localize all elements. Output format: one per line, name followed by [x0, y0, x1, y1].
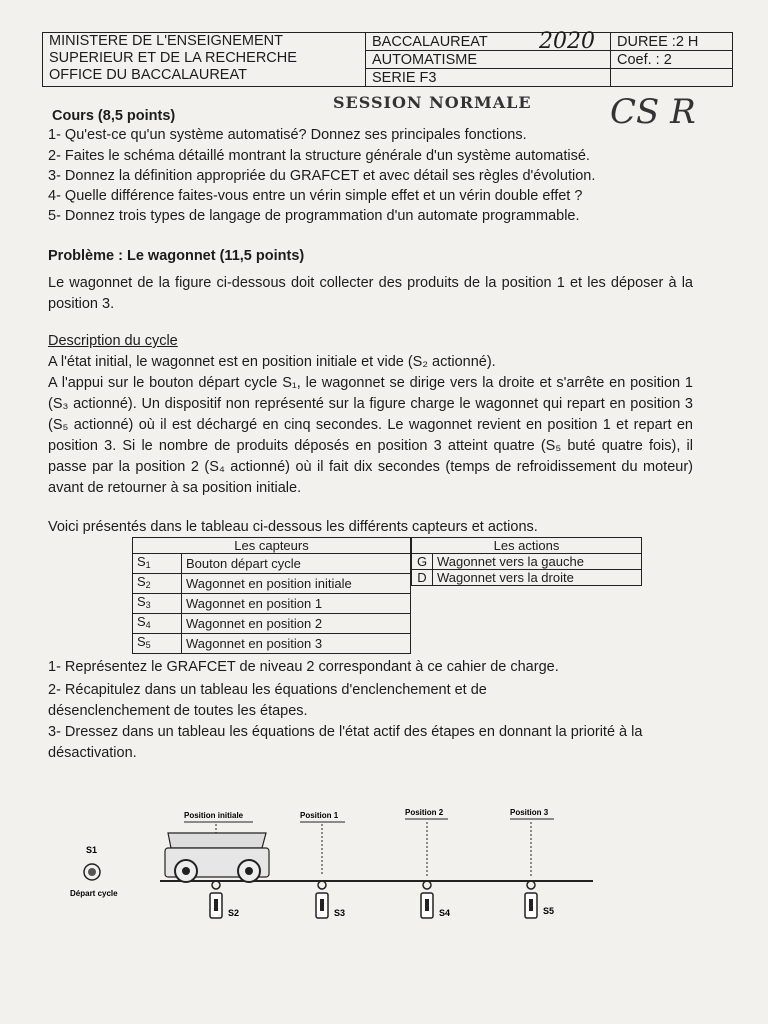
action-label: Wagonnet vers la droite — [433, 570, 642, 586]
ministry-line-1: MINISTERE DE L'ENSEIGNEMENT — [49, 33, 283, 49]
action-label: Wagonnet vers la gauche — [433, 554, 642, 570]
action-symbol: G — [412, 554, 433, 570]
capteurs-table — [132, 537, 411, 654]
table-row — [412, 554, 642, 570]
cycle-line-3: Voici présentés dans le tableau ci-dessous les différents capteurs et actions. — [48, 519, 538, 535]
cycle-line-1: A l'état initial, le wagonnet est en position initiale et vide (S₂ actionné). — [48, 354, 496, 370]
actions-table — [411, 537, 642, 586]
wagon-figure — [0, 780, 768, 930]
s1-label: S1 — [86, 845, 98, 855]
exam-cell: BACCALAUREAT — [366, 33, 611, 51]
header-table — [42, 32, 733, 87]
label-position-2: Position 2 — [405, 808, 444, 817]
capteurs-header: Les capteurs — [133, 538, 411, 554]
probleme-title: Problème : Le wagonnet (11,5 points) — [48, 248, 305, 264]
handwritten-year: 2020 — [539, 29, 595, 54]
handwritten-mark: CS R — [610, 92, 696, 132]
sensor-symbol: S — [137, 634, 146, 649]
sensor-symbol: S — [137, 574, 146, 589]
cours-title: Cours (8,5 points) — [52, 108, 176, 124]
sensor-index: 1 — [145, 560, 151, 570]
empty-cell — [611, 69, 733, 87]
s5-label: S5 — [543, 906, 555, 916]
ministry-line-2: SUPERIEUR ET DE LA RECHERCHE — [49, 50, 297, 66]
table-row — [412, 570, 642, 586]
depart-cycle-button — [70, 845, 118, 898]
label-position-1: Position 1 — [300, 811, 339, 820]
wagon — [165, 833, 269, 882]
ministry-cell — [43, 33, 366, 87]
table-row — [133, 594, 411, 614]
question-1: 1- Représentez le GRAFCET de niveau 2 correspondant à ce cahier de charge. — [48, 659, 559, 675]
cours-q5: 5- Donnez trois types de langage de programmation d'un automate programmable. — [48, 208, 580, 224]
sensor-label: Wagonnet en position 3 — [182, 634, 411, 654]
sensor-s2 — [210, 881, 239, 918]
cours-q1: 1- Qu'est-ce qu'un système automatisé? Donnez ses principales fonctions. — [48, 127, 527, 143]
subject-cell: AUTOMATISME — [366, 51, 611, 69]
session-stamp: SESSION NORMALE — [333, 93, 532, 112]
table-row — [133, 614, 411, 634]
s2-label: S2 — [228, 908, 240, 918]
cours-q3: 3- Donnez la définition appropriée du GRAFCET et avec détail ses règles d'évolution. — [48, 168, 596, 184]
cycle-paragraph: A l'appui sur le bouton départ cycle S₁, le wagonnet se dirige vers la droite et s'arrête en position 1 (S₃ actionné). Un dispositif non représenté sur la figure charge le wagonnet qui repart en position 3 (S₅ actionné) où il est déchargé en cinq secondes. Le wagonnet revient en position 1 et repart en position 3. Si le nombre de produits déposés en position 3 atteint quatre (S₅ buté quatre fois), il passe par la position 2 (S₄ actionné) où il fait dix secondes (temps de refroidissement du moteur) avant de retourner à sa position initiale. — [48, 375, 693, 496]
sensor-label: Wagonnet en position 2 — [182, 614, 411, 634]
depart-cycle-label: Départ cycle — [70, 889, 118, 898]
label-position-initiale: Position initiale — [184, 811, 244, 820]
s3-label: S3 — [334, 908, 346, 918]
table-row — [133, 574, 411, 594]
sensor-index: 5 — [145, 640, 151, 650]
label-position-3: Position 3 — [510, 808, 549, 817]
cours-q2: 2- Faites le schéma détaillé montrant la structure générale d'un système automatisé. — [48, 148, 590, 164]
sensor-s5 — [525, 881, 554, 918]
sensor-s4 — [421, 881, 450, 918]
sensor-index: 3 — [145, 600, 151, 610]
action-symbol: D — [412, 570, 433, 586]
sensor-label: Wagonnet en position 1 — [182, 594, 411, 614]
sensor-index: 2 — [145, 580, 151, 590]
duree-cell: DUREE :2 H — [611, 33, 733, 51]
ministry-line-3: OFFICE DU BACCALAUREAT — [49, 67, 247, 83]
question-3: 3- Dressez dans un tableau les équations de l'état actif des étapes en donnant la priorité à la désactivation. — [48, 724, 643, 761]
table-row — [133, 554, 411, 574]
sensor-symbol: S — [137, 554, 146, 569]
description-title: Description du cycle — [48, 333, 178, 349]
s4-label: S4 — [439, 908, 451, 918]
actions-header: Les actions — [412, 538, 642, 554]
table-row — [133, 634, 411, 654]
serie-cell: SERIE F3 — [366, 69, 611, 87]
question-2: 2- Récapitulez dans un tableau les équations d'enclenchement et de désenclenchement de toutes les étapes. — [48, 682, 487, 719]
sensor-symbol: S — [137, 614, 146, 629]
sensor-label: Wagonnet en position initiale — [182, 574, 411, 594]
sensor-index: 4 — [145, 620, 151, 630]
sensor-label: Bouton départ cycle — [182, 554, 411, 574]
sensor-s3 — [316, 881, 345, 918]
sensor-symbol: S — [137, 594, 146, 609]
cours-q4: 4- Quelle différence faites-vous entre un vérin simple effet et un vérin double effet ? — [48, 188, 583, 204]
probleme-intro: Le wagonnet de la figure ci-dessous doit collecter des produits de la position 1 et les déposer à la position 3. — [48, 275, 693, 312]
coef-cell: Coef. : 2 — [611, 51, 733, 69]
